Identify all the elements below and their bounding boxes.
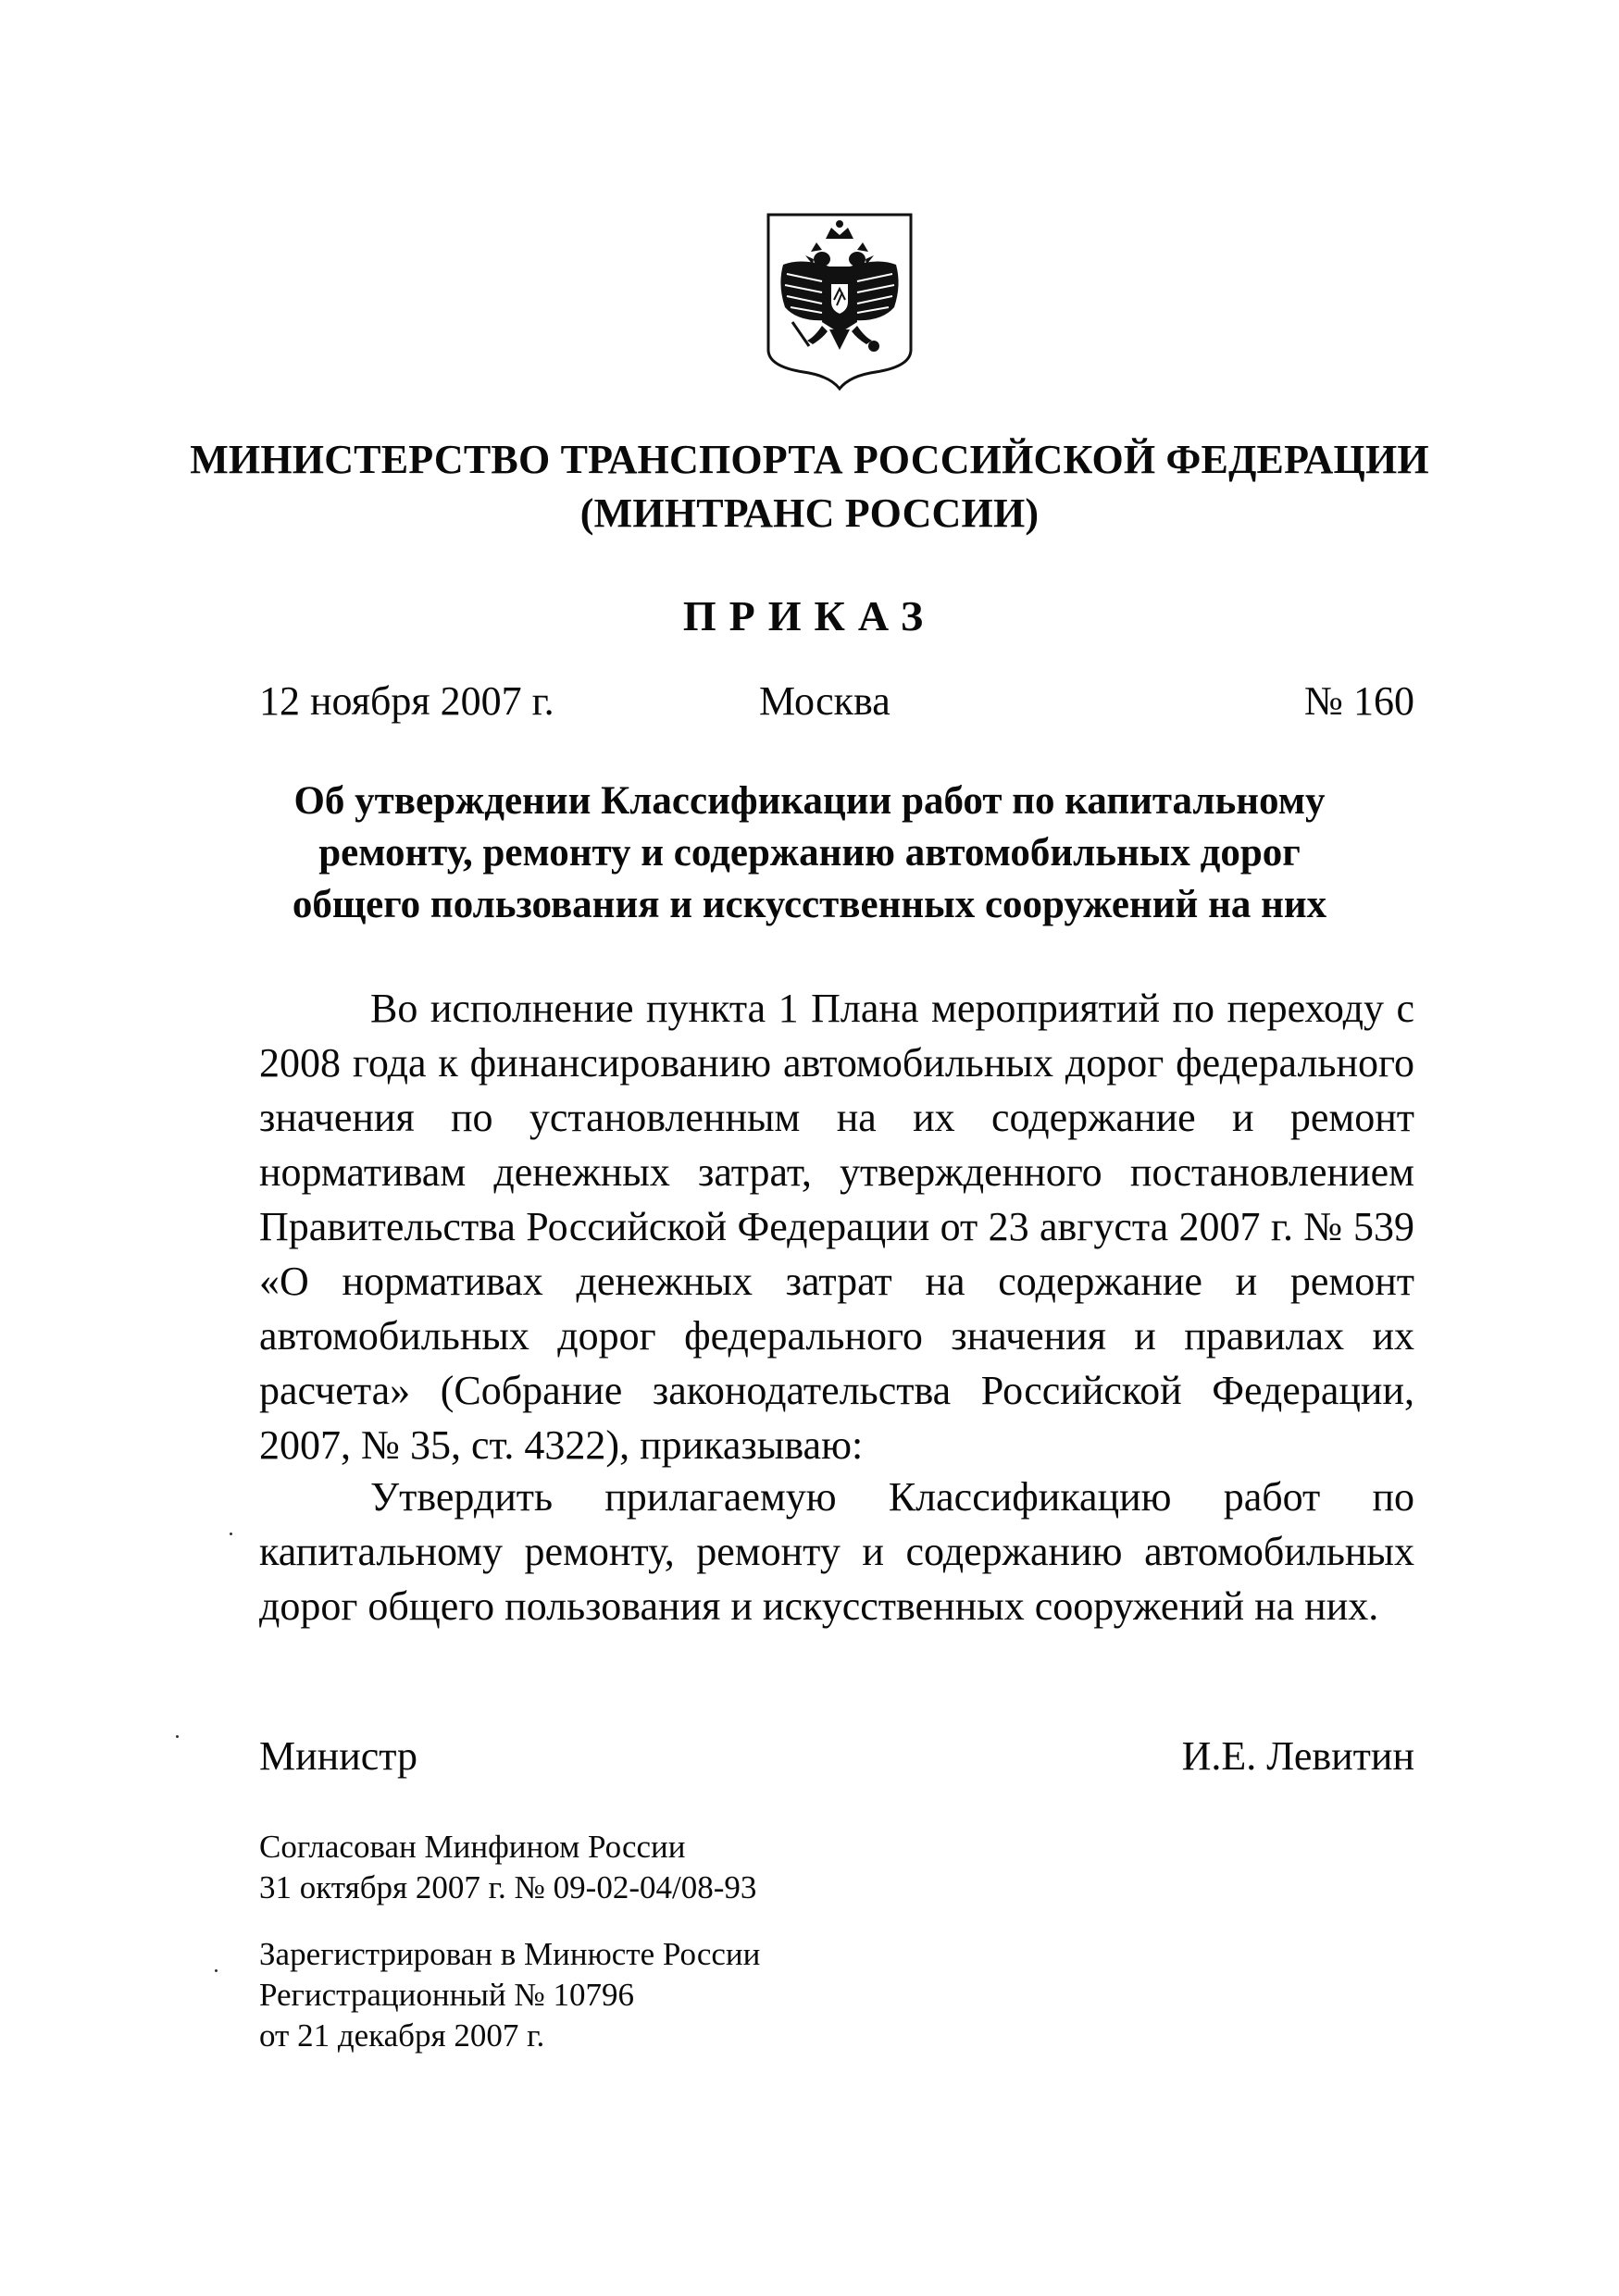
subject-line2: ремонту, ремонту и содержанию автомобильных дорог [318,831,1301,875]
paragraph-line: 2007, № 35, ст. 4322), приказываю: [259,1422,864,1468]
paragraph-line: капитальному ремонту, ремонту и содержанию автомобильных [259,1529,1414,1574]
agreement-note-line1: Согласован Минфином России [259,1829,686,1865]
subject-line1: Об утверждении Классификации работ по капитальному [293,779,1326,823]
registration-note-line1: Зарегистрирован в Минюсте России [259,1936,761,1972]
paragraph-line: «О нормативах денежных затрат на содержание и ремонт [259,1259,1414,1304]
signature-block [259,1729,1414,1784]
paragraph-line: автомобильных дорог федерального значения и правилах их [259,1313,1414,1359]
scan-speck [176,1735,179,1738]
agreement-note-line2: 31 октября 2007 г. № 09-02-04/08-93 [259,1869,757,1905]
russian-coat-of-arms-icon [765,211,915,392]
ministry-name-line1: МИНИСТЕРСТВО ТРАНСПОРТА РОССИЙСКОЙ ФЕДЕРАЦИИ [190,437,1429,482]
ministry-name-line2: (МИНТРАНС РОССИИ) [579,490,1040,536]
body-paragraph-1 [259,981,1414,1472]
registration-note [259,1934,1092,2056]
paragraph-line: дорог общего пользования и искусственных сооружений на них. [259,1583,1379,1629]
scan-speck [230,1533,232,1535]
document-city: Москва [759,678,890,724]
subject-line3: общего пользования и искусственных сооружений на них [292,883,1327,926]
paragraph-line: расчета» (Собрание законодательства Российской Федерации, [259,1368,1414,1413]
signatory-role: Министр [259,1733,418,1779]
ministry-name [185,433,1434,540]
paragraph-line: Утвердить прилагаемую Классификацию работ по [370,1474,1414,1520]
body-paragraph-2 [259,1470,1414,1633]
agreement-note [259,1827,1092,1908]
document-type-title: ПРИКАЗ [682,592,937,639]
paragraph-line: Правительства Российской Федерации от 23 августа 2007 г. № 539 [259,1204,1414,1249]
paragraph-line: нормативам денежных затрат, утвержденного постановлением [259,1149,1414,1195]
registration-note-line2: Регистрационный № 10796 [259,1977,634,2013]
signatory-name: И.Е. Левитин [1181,1733,1414,1779]
document-subject [204,776,1415,931]
scan-speck [215,1969,218,1972]
paragraph-line: Во исполнение пункта 1 Плана мероприятий по переходу с [370,986,1414,1031]
document-number: № 160 [1304,678,1414,724]
registration-note-line3: от 21 декабря 2007 г. [259,2017,545,2054]
document-date: 12 ноября 2007 г. [259,678,554,724]
document-meta-row [259,674,1414,729]
paragraph-line: значения по установленным на их содержание и ремонт [259,1095,1414,1140]
paragraph-line: 2008 года к финансированию автомобильных дорог федерального [259,1040,1414,1086]
